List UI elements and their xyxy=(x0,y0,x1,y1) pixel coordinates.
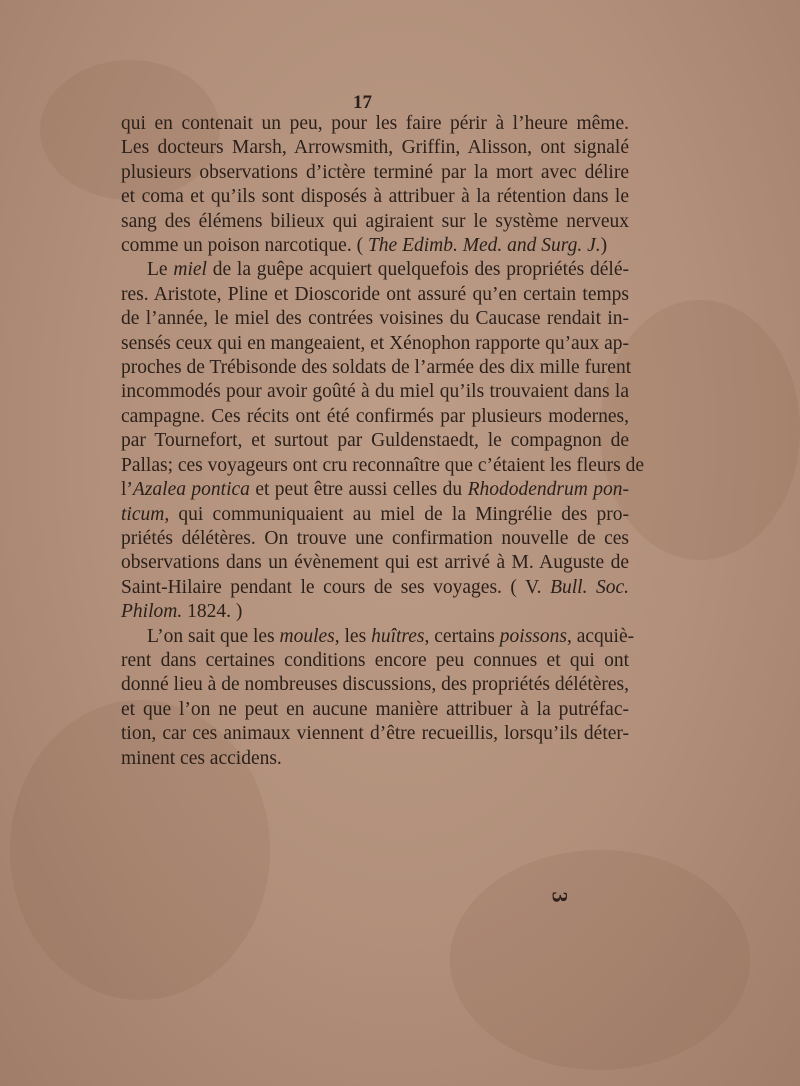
text-segment: L’on sait que les xyxy=(147,625,280,647)
text-segment: observations dans un évènement qui est arrivé à M. Auguste de xyxy=(121,552,629,574)
text-segment: minent ces accidens. xyxy=(121,747,282,769)
text-segment: proches de Trébisonde des soldats de l’armée des dix mille furent xyxy=(121,357,632,379)
body-text xyxy=(121,112,645,771)
text-segment: Pallas; ces voyageurs ont cru reconnaître que c’étaient les fleurs de xyxy=(121,454,645,476)
text-line xyxy=(121,356,632,380)
text-line xyxy=(121,551,629,575)
text-segment: res. Aristote, Pline et Dioscoride ont assuré qu’en certain temps xyxy=(121,283,629,305)
text-line xyxy=(121,136,629,160)
text-segment: de la guêpe acquiert quelquefois des propriétés délé- xyxy=(206,259,629,281)
page-number: 17 xyxy=(353,92,372,113)
italic-text: ticum xyxy=(121,503,165,525)
text-line xyxy=(121,258,629,282)
text-segment: et coma et qu’ils sont disposés à attribuer à la rétention dans le xyxy=(121,186,629,208)
text-line xyxy=(121,722,629,746)
paper-stain xyxy=(600,300,800,560)
text-line xyxy=(121,625,635,649)
italic-text: Bull. Soc. xyxy=(550,576,630,598)
text-line xyxy=(121,478,629,502)
text-line xyxy=(121,283,629,307)
text-segment: plusieurs observations d’ictère terminé par la mort avec délire xyxy=(121,161,629,183)
text-line xyxy=(121,112,629,136)
text-line xyxy=(121,747,629,771)
italic-text: Azalea pontica xyxy=(132,479,250,501)
text-segment: comme un poison narcotique. ( xyxy=(121,235,368,257)
italic-text: poissons xyxy=(499,625,567,647)
text-segment: Le xyxy=(147,259,174,281)
text-segment: qui en contenait un peu, pour les faire périr à l’heure même. xyxy=(121,113,629,134)
text-segment: incommodés pour avoir goûté à du miel qu’ils trouvaient dans la xyxy=(121,381,629,403)
text-segment: sensés ceux qui en mangeaient, et Xénophon rapporte qu’aux ap- xyxy=(121,332,629,354)
text-line xyxy=(121,576,629,600)
text-segment: , acquiè- xyxy=(566,625,635,647)
text-segment: et que l’on ne peut en aucune manière attribuer à la putréfac- xyxy=(121,698,629,720)
signature-mark: 3 xyxy=(547,891,573,903)
italic-text: huîtres xyxy=(371,625,425,647)
text-segment: rent dans certaines conditions encore peu connues et qui ont xyxy=(121,649,629,671)
text-segment: tion, car ces animaux viennent d’être recueillis, lorsqu’ils déter- xyxy=(121,723,629,745)
text-segment: Saint-Hilaire pendant le cours de ses voyages. ( V. xyxy=(121,576,551,598)
italic-text: Philom. xyxy=(121,601,183,623)
text-line xyxy=(121,161,629,185)
text-line xyxy=(121,380,629,404)
text-segment: , les xyxy=(334,625,372,647)
italic-text: miel xyxy=(173,259,207,281)
text-line xyxy=(121,698,629,722)
text-segment: donné lieu à de nombreuses discussions, des propriétés délétères, xyxy=(121,674,629,696)
text-segment: ) xyxy=(600,235,608,257)
text-segment: Les docteurs Marsh, Arrowsmith, Griffin, Alisson, ont signalé xyxy=(121,137,629,159)
text-segment: priétés délétères. On trouve une confirmation nouvelle de ces xyxy=(121,527,629,549)
paper-stain xyxy=(450,850,750,1070)
text-line xyxy=(121,307,629,331)
text-line xyxy=(121,649,629,673)
italic-text: The Edimb. Med. and Surg. J. xyxy=(367,235,601,257)
text-segment: par Tournefort, et surtout par Guldenstaedt, le compagnon de xyxy=(121,430,629,452)
text-line xyxy=(121,429,629,453)
text-line xyxy=(121,527,629,551)
text-segment: sang des élémens bilieux qui agiraient sur le système nerveux xyxy=(121,210,629,232)
text-segment: et peut être aussi celles du xyxy=(249,479,468,501)
text-line xyxy=(121,185,629,209)
text-line xyxy=(121,503,629,527)
text-segment: , certains xyxy=(424,625,500,647)
text-line xyxy=(121,673,629,697)
text-line xyxy=(121,210,629,234)
text-segment: de l’année, le miel des contrées voisines du Caucase rendait in- xyxy=(121,308,629,330)
text-segment: 1824. ) xyxy=(182,601,243,623)
text-line xyxy=(121,454,645,478)
text-line xyxy=(121,405,629,429)
text-line xyxy=(121,332,629,356)
text-segment: l’ xyxy=(121,479,133,501)
italic-text: moules xyxy=(279,625,335,647)
text-segment: , qui communiquaient au miel de la Mingrélie des pro- xyxy=(164,503,629,525)
text-line xyxy=(121,234,629,258)
text-line xyxy=(121,600,629,624)
italic-text: Rhododendrum pon- xyxy=(467,479,629,501)
text-segment: campagne. Ces récits ont été confirmés par plusieurs modernes, xyxy=(121,405,629,427)
